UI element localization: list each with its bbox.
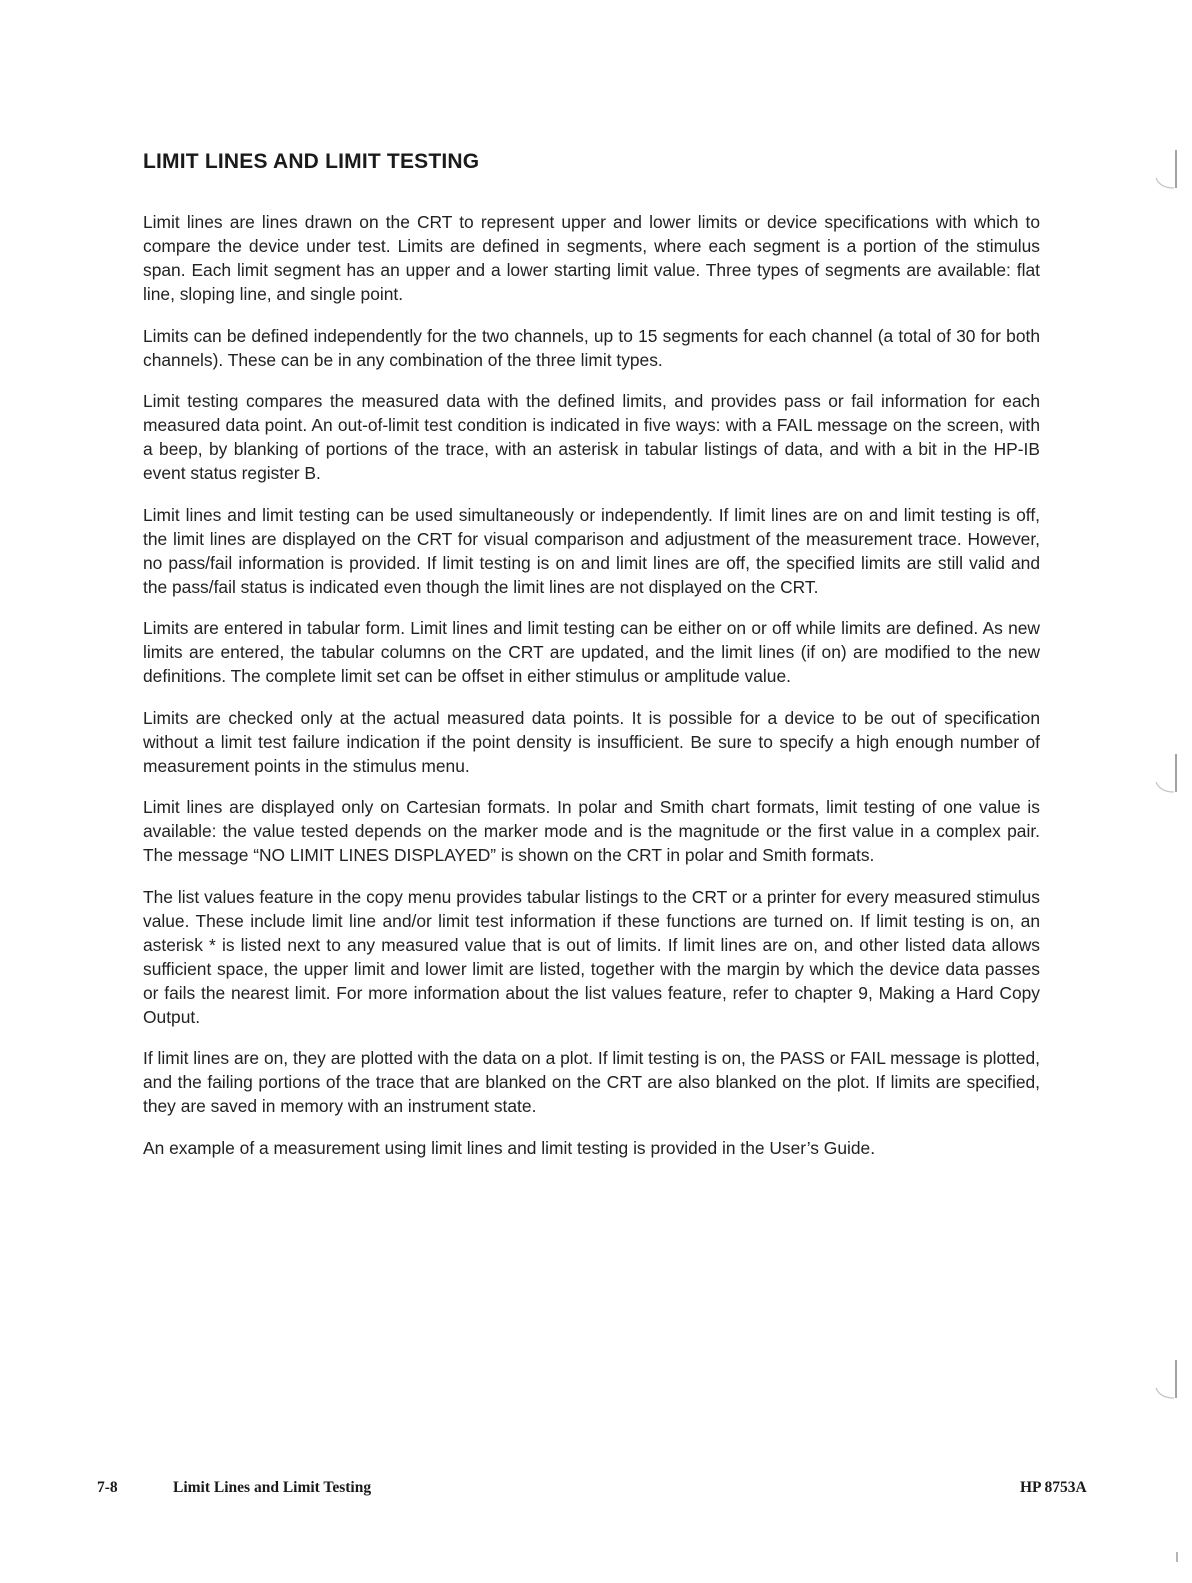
paragraph: Limit lines and limit testing can be used simultaneously or independently. If limit lines are on and limit testing is off, the limit lines are displayed on the CRT for visual comparison and adjustment of the measurement trace. However, no pass/fail information is provided. If limit testing is on and limit lines are off, the specified limits are still valid and the pass/fail status is indicated even though the limit lines are not displayed on the CRT. [143,504,1040,597]
scan-artifact [1176,1552,1178,1562]
paragraph: Limits are entered in tabular form. Limit lines and limit testing can be either on or off while limits are defined. As new limits are entered, the tabular columns on the CRT are updated, and the limit lines (if on) are modified to the new definitions. The complete limit set can be offset in either stimulus or amplitude value. [143,618,1040,686]
paragraph: An example of a measurement using limit lines and limit testing is provided in the User’s Guide. [143,1137,876,1158]
binding-mark [1152,148,1182,192]
paragraph: Limit lines are lines drawn on the CRT to represent upper and lower limits or device specifications with which to compare the device under test. Limits are defined in segments, where each segment is a portion of the stimulus span. Each limit segment has an upper and a lower starting limit value. Three types of segments are available: flat line, sloping line, and single point. [143,212,1040,304]
body-text [143,210,1040,1177]
paragraph: Limit lines are displayed only on Cartesian formats. In polar and Smith chart formats, limit testing of one value is available: the value tested depends on the marker mode and is the magnitude or the first value in a complex pair. The message “NO LIMIT LINES DISPLAYED” is shown on the CRT in polar and Smith formats. [143,797,1040,865]
paragraph: Limits are checked only at the actual measured data points. It is possible for a device to be out of specification without a limit test failure indication if the point density is insufficient. Be sure to specify a high enough number of measurement points in the stimulus menu. [143,707,1040,776]
binding-mark [1152,752,1182,796]
footer-model: HP 8753A [1020,1479,1087,1496]
footer-page-number: 7-8 [97,1479,118,1496]
paragraph: Limit testing compares the measured data with the defined limits, and provides pass or fail information for each measured data point. An out-of-limit test condition is indicated in five ways: with a FAIL message on the screen, with a beep, by blanking of portions of the trace, with an asterisk in tabular listings of data, and with a bit in the HP-IB event status register B. [143,391,1040,483]
binding-mark [1152,1358,1182,1402]
footer-section-title: Limit Lines and Limit Testing [173,1479,372,1496]
section-heading: LIMIT LINES AND LIMIT TESTING [143,150,480,173]
paragraph: Limits can be defined independently for the two channels, up to 15 segments for each channel (a total of 30 for both channels). These can be in any combination of the three limit types. [143,325,1040,370]
paragraph: If limit lines are on, they are plotted with the data on a plot. If limit testing is on, the PASS or FAIL message is plotted, and the failing portions of the trace that are blanked on the CRT are also blanked on the plot. If limits are specified, they are saved in memory with an instrument state. [143,1048,1040,1116]
paragraph: The list values feature in the copy menu provides tabular listings to the CRT or a printer for every measured stimulus value. These include limit line and/or limit test information if these functions are turned on. If limit testing is on, an asterisk * is listed next to any measured value that is out of limits. If limit lines are on, and other listed data allows sufficient space, the upper limit and lower limit are listed, together with the margin by which the device data passes or fails the nearest limit. For more information about the list values feature, refer to chapter 9, Making a Hard Copy Output. [143,886,1040,1027]
